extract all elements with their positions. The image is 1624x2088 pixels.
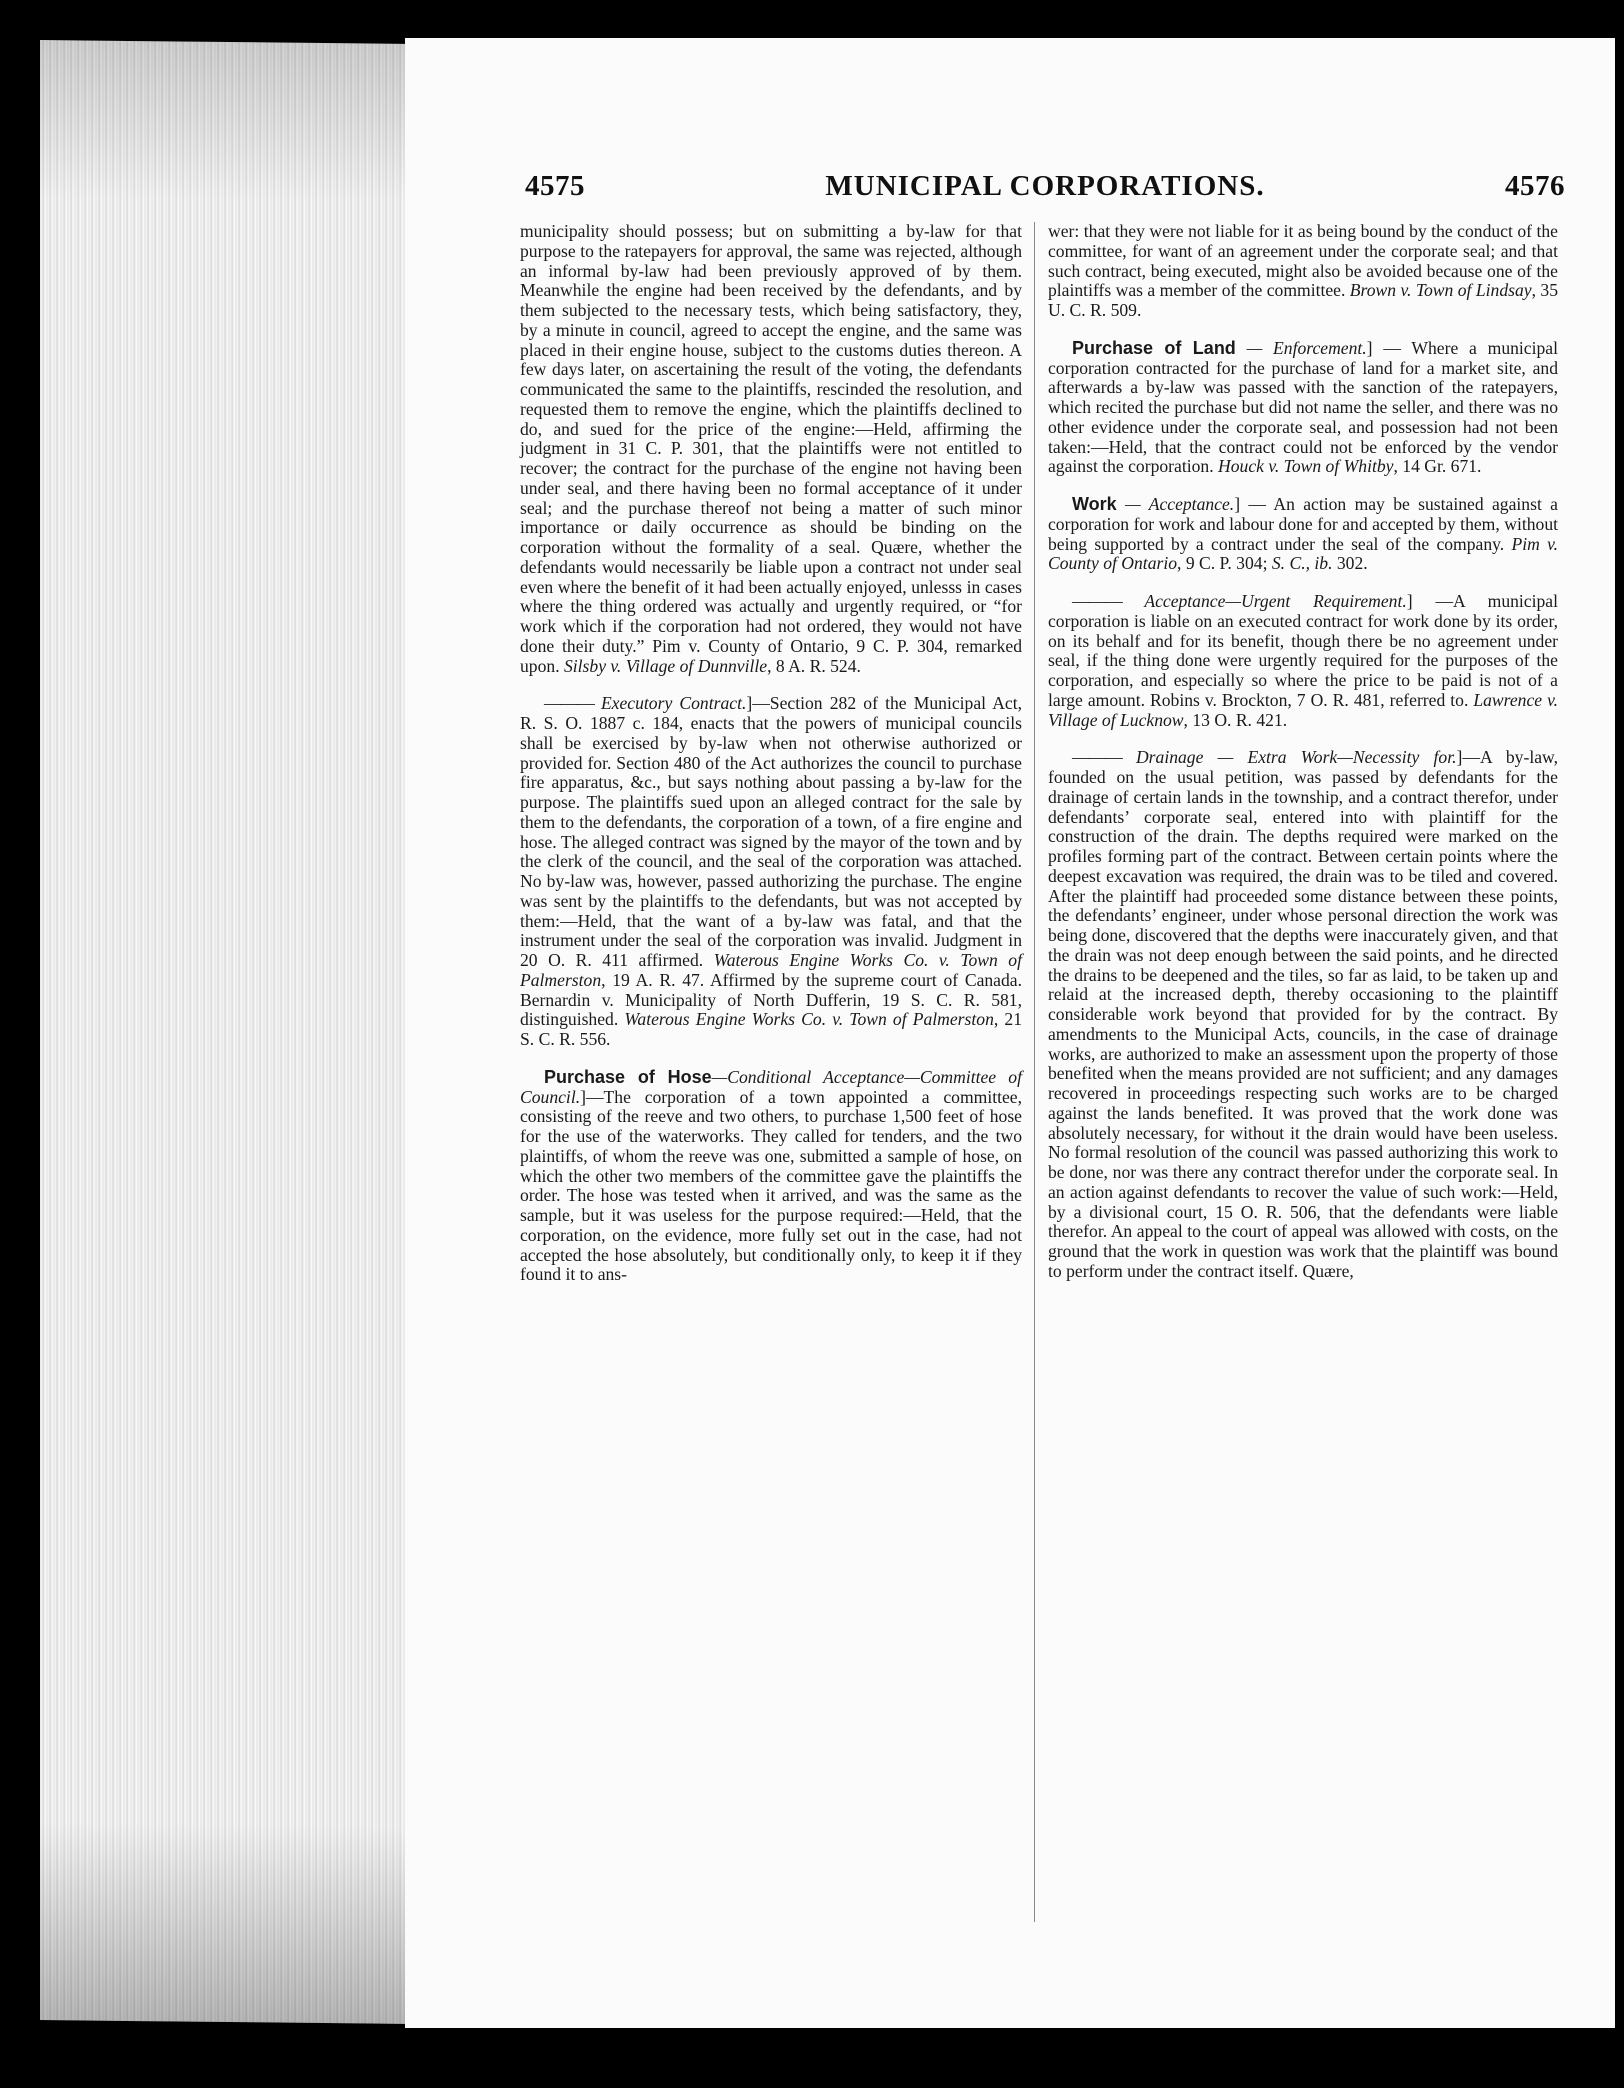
- dash-rule: ———: [1072, 591, 1122, 611]
- paragraph-text: ]—A by-law, founded on the usual petition, was passed by defendants for the drainage of certain lands in the township, and a contract therefor, under defendants’ corporate seal, entered into with plaintiff for the construction of the drain. The depths required were marked on the profiles forming part of the contract. Between certain points where the deepest excavation was required, the drain was to be tiled and covered. After the plaintiff had proceeded some distance between these points, the defendants’ engineer, under whose personal direction the work was being done, discovered that the depths were inaccurately given, and that the drain was not deep enough between the said points, and he directed the drains to be deepened and the tiles, so far as laid, to be taken up and relaid at the increased depth, thereby occasioning to the plaintiff considerable work beyond that provided for by the contract. By amendments to the Municipal Acts, councils, in the case of drainage works, are authorized to make an assessment upon the property of those benefited when the means provided are not sufficient; and any damages recovered in proceedings respecting such works are to be charged against the lands benefited. It was proved that the work done was absolutely necessary, for without it the drain would have been useless. No formal resolution of the council was passed authorizing this work to be done, nor was there any contract therefor under the corporate seal. In an action against defendants to recover the value of such work:—Held, by a divisional court, 15 O. R. 506, that the defendants were liable therefor. An appeal to the court of appeal was allowed with costs, on the ground that the work in question was work that the plaintiff was bound to perform under the contract itself. Quære,: [1048, 747, 1558, 1281]
- paragraph-text: ]—The corporation of a town appointed a committee, consisting of the reeve and two others, to purchase 1,500 feet of hose for the use of the waterworks. They called for tenders, and the two plaintiffs, of whom the reeve was one, submitted a sample of hose, on which the other two members of the committee gave the plaintiffs the order. The hose was tested when it arrived, and was the same as the sample, but it was useless for the purpose required:—Held, that the corporation, on the evidence, more fully set out in the case, had not accepted the hose absolutely, but conditionally only, to keep it if they found it to ans-: [520, 1086, 1022, 1285]
- paragraph: [1048, 592, 1558, 730]
- case-citation: Brown v. Town of Lindsay: [1349, 280, 1532, 301]
- paragraph-text: ]—Section 282 of the Municipal Act, R. S. O. 1887 c. 184, enacts that the powers of municipal councils shall be exercised by by-law when not otherwise authorized or provided for. Section 480 of the Act authorizes the council to purchase fire apparatus, &c., but says nothing about passing a by-law for the purpose. The plaintiffs sued upon an alleged contract for the sale by them to the defendants, the corporation of a town, of a fire engine and hose. The alleged contract was signed by the mayor of the town and by the clerk of the council, and the seal of the corporation was attached. No by-law was, however, passed authorizing the purchase. The engine was sent by the plaintiffs to the defendants, but was not accepted by them:—Held, that the want of a by-law was fatal, and that the instrument under the seal of the corporation was invalid. Judgment in 20 O. R. 411 affirmed.: [520, 693, 1023, 970]
- paragraph: [520, 222, 1022, 676]
- paragraph-text: ] — Where a municipal corporation contracted for the purchase of land for a market site, and afterwards a by-law was passed with the sanction of the ratepayers, which recited the purchase but did not name the seller, and there was no other evidence under the corporate seal, and possession had not been taken:—Held, that the contract could not be enforced by the vendor against the corporation.: [1048, 337, 1558, 477]
- case-citation: Waterous Engine Works Co. v. Town of Palmerston: [624, 1009, 994, 1030]
- paragraph: [520, 694, 1022, 1050]
- page-number-left: 4575: [525, 170, 585, 202]
- subheading: —Conditional Acceptance—Committee of Council.: [520, 1066, 1022, 1107]
- dash-rule: ———: [544, 693, 594, 714]
- subheading: Executory Contract.: [600, 693, 747, 714]
- subheading: Drainage — Extra Work—Necessity for.: [1121, 747, 1457, 768]
- entry-heading: Purchase of Hose: [544, 1066, 712, 1087]
- paragraph-text: ] — An action may be sustained against a corporation for work and labour done for and accepted by them, without being supported by a contract under the seal of the company.: [1048, 494, 1558, 554]
- citation-text: , 9 C. P. 304;: [1177, 553, 1272, 574]
- case-citation: Pim v. County of Ontario: [1048, 533, 1559, 574]
- paragraph-text: ] —A municipal corporation is liable on an executed contract for work done by its order, on its behalf and for its benefit, though there be no agreement under seal, if the thing done were urgently required for the purposes of the corporation, and especially so where the price to be paid is not of a large amount. Robins v. Brockton, 7 O. R. 481, referred to.: [1048, 591, 1558, 710]
- dash-rule: ———: [1072, 747, 1122, 768]
- case-citation: Silsby v. Village of Dunnville: [563, 655, 768, 676]
- case-citation: Lawrence v. Village of Lucknow: [1048, 689, 1558, 730]
- citation-text: , 14 Gr. 671.: [1393, 456, 1482, 477]
- citation-text: 302.: [1332, 553, 1368, 574]
- citation-text: , 13 O. R. 421.: [1183, 709, 1288, 730]
- citation-text: , 19 A. R. 47. Affirmed by the supreme court of Canada. Bernardin v. Municipality of North Dufferin, 19 S. C. R. 581, distinguished.: [520, 969, 1022, 1030]
- running-head: [525, 170, 1565, 210]
- subheading: — Enforcement.: [1235, 337, 1367, 358]
- case-citation: S. C., ib.: [1271, 553, 1333, 574]
- paragraph: [1048, 339, 1558, 477]
- subheading: Acceptance—Urgent Requirement.: [1121, 591, 1407, 611]
- citation-text: , 8 A. R. 524.: [767, 655, 861, 676]
- page-title: MUNICIPAL CORPORATIONS.: [825, 170, 1265, 202]
- paragraph: [1048, 495, 1558, 574]
- book-page-edges: [40, 40, 412, 2024]
- paragraph-text: municipality should possess; but on submitting a by-law for that purpose to the ratepayers for approval, the same was rejected, although an informal by-law had been previously approved of by them. Meanwhile the engine had been received by the defendants, and by them subjected to the necessary tests, which being satisfactory, they, by a minute in council, agreed to accept the engine, and the same was placed in their engine house, subject to the customs duties thereon. A few days later, on ascertaining the result of the voting, the defendants communicated the same to the plaintiffs, rescinded the resolution, and requested them to remove the engine, which the plaintiffs declined to do, and sued for the price of the engine:—Held, affirming the judgment in 31 C. P. 301, that the plaintiffs were not entitled to recover; the contract for the purchase of the engine not having been under seal, and there having been no formal acceptance of it under seal; and the purchase thereof not being a matter of such minor importance or daily occurrence as should be binding on the corporation without the formality of a seal. Quære, whether the defendants would necessarily be liable upon a contract not under seal even where the benefit of it had been actually enjoyed, unlesss in cases where the thing ordered was actually and urgently required, or “for work which if the corporation had not ordered, they would not have done their duty.” Pim v. County of Ontario, 9 C. P. 304, remarked upon.: [520, 221, 1022, 676]
- page-number-right: 4576: [1505, 170, 1565, 202]
- paragraph: [1048, 748, 1558, 1281]
- case-citation: Houck v. Town of Whitby: [1218, 456, 1394, 477]
- entry-heading: Purchase of Land: [1072, 337, 1236, 358]
- citation-text: , 21 S. C. R. 556.: [520, 1009, 1023, 1049]
- paragraph: [1048, 222, 1558, 321]
- left-column: [520, 222, 1022, 1303]
- case-citation: Waterous Engine Works Co. v. Town of Palmerston: [520, 950, 1022, 990]
- subheading: — Acceptance.: [1116, 494, 1235, 514]
- citation-text: , 35 U. C. R. 509.: [1048, 280, 1558, 320]
- paragraph: [520, 1068, 1022, 1285]
- entry-heading: Work: [1072, 494, 1117, 514]
- paragraph-text: wer: that they were not liable for it as being bound by the conduct of the committee, for want of an agreement under the corporate seal; and that such contract, being executed, might also be avoided because one of the plaintiffs was a member of the committee.: [1048, 221, 1558, 301]
- right-column: [1048, 222, 1558, 1300]
- column-divider: [1034, 222, 1035, 1922]
